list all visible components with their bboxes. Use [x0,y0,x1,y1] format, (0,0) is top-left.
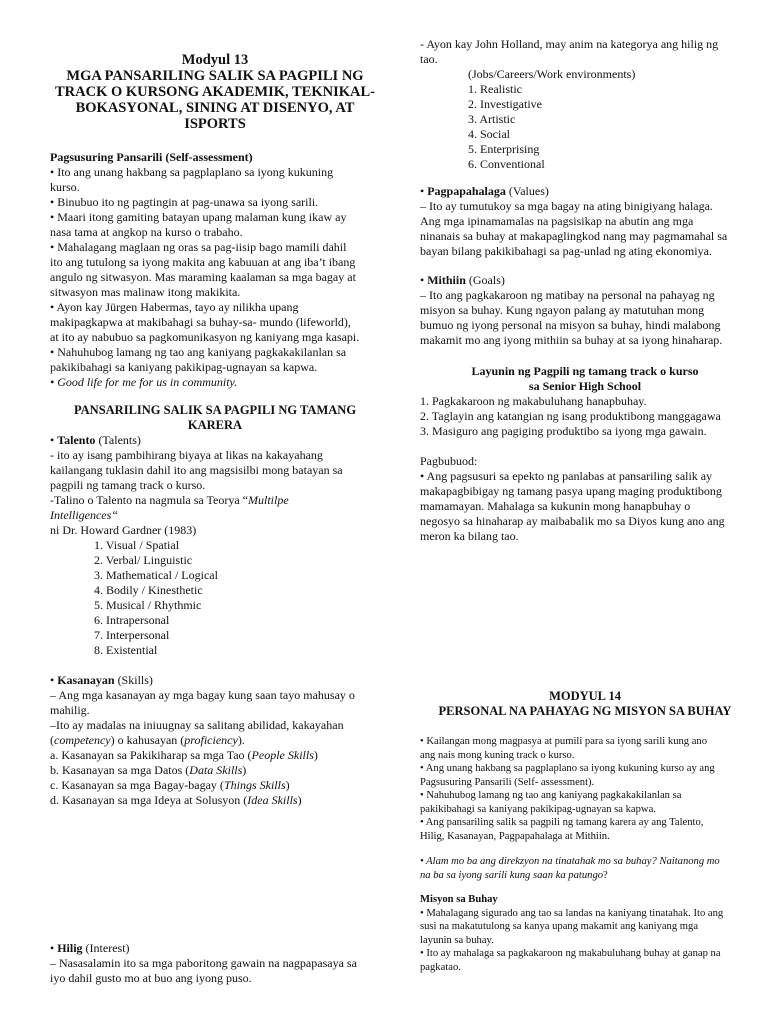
text-span: ) [297,793,302,807]
list-item: 4. Bodily / Kinesthetic [94,583,203,597]
text-line: ninanais sa buhay at makapaglingkod nang may pagmamahal sa [420,229,728,243]
text-line: layunin sa buhay. [420,934,494,946]
text-span: ) [242,763,247,777]
text-line: misyon sa buhay. Kung ngayon palang ay matutuhan mong [420,303,705,317]
text-line: nasa tama at angkop na kurso o trabaho. [50,225,243,239]
text-line: ito ang tutulong sa iyong makita ang kabuuan at ang iba’t ibang [50,255,356,269]
italic-line: • Alam mo ba ang direkzyon na tinatahak mo sa buhay? Naitanong mo [420,856,720,867]
text-line: • Ang pansariling salik sa pagpili ng tamang karera ay ang Talento, [420,817,704,828]
list-item: 2. Taglayin ang katangian ng isang produktibong manggagawa [420,409,721,423]
text-span: b. Kasanayan sa mga Datos ( [50,763,190,777]
intelligences-list [50,538,380,658]
list-item: 4. Social [468,127,510,141]
text-line: angulo ng sitwasyon. Mas maraming kaalaman sa mga bagay at [50,270,356,284]
text-line: ang nais mong kuning track o kurso. [420,749,575,761]
italic-line: Intelligences“ [50,508,118,522]
section-heading: Pagsusuring Pansarili (Self-assessment) [50,150,253,164]
kasanayan-section [50,673,380,808]
text-span: d. Kasanayan sa mga Ideya at Solusyon ( [50,793,248,807]
bullet: • [50,433,58,447]
modyul-title-line: TRACK O KURSONG AKADEMIK, TEKNIKAL- [55,84,375,100]
text-line: pagkatao. [420,961,461,973]
talento-label: Talento [57,433,96,447]
text-line: • Ang pagsusuri sa epekto ng panlabas at pansariling salik ay [420,469,713,483]
text-line: makamit mo ang iyong mithiin sa buhay at sa iyong hinaharap. [420,333,723,347]
misyon-section [420,893,750,974]
text-line: • Nahuhubog lamang ng tao ang kaniyang pagkakakilanlan sa [420,790,682,801]
text-line: - ito ay isang pambihirang biyaya at likas na kakayahang [50,448,323,462]
values-en: (Values) [505,184,549,198]
bullet: • [50,673,58,687]
text-line: kurso. [50,180,80,194]
modyul-number: MODYUL 14 [549,689,621,703]
italic-span: Idea Skills [247,793,298,807]
text-span: a. Kasanayan sa Pakikiharap sa mga Tao ( [50,748,252,762]
section-heading: Misyon sa Buhay [420,894,498,905]
section-heading: Layunin ng Pagpili ng tamang track o kurso [471,364,699,378]
text-line: makapagbibigay ng tamang pasya upang maging produktibong [420,484,722,498]
list-item: 7. Interpersonal [94,628,170,642]
hilig-en: (Interest) [82,941,130,955]
text-span: ? [603,869,608,881]
text-line: ni Dr. Howard Gardner (1983) [50,523,197,537]
text-line: – Ito ang pagkakaroon ng matibay na personal na pahayag ng [420,288,715,302]
list-item: 1. Visual / Spatial [94,538,180,552]
text-line: at ito ay nabubuo sa pagkomunikasyon ng kaniyang mga kasapi. [50,330,360,344]
kasanayan-label: Kasanayan [57,673,115,687]
modyul-13-header [50,52,380,132]
text-line: – Nasasalamin ito sa mga paboritong gawain na nagpapasaya sa [50,956,357,970]
layunin-section [420,364,750,439]
text-line: bayan bilang pakikibahagi sa pag-unlad ng ating ekonomiya. [420,244,712,258]
text-line: • Kailangan mong magpasya at pumili para sa iyong sarili kung ano [420,736,708,747]
italic-span: People Skills [251,748,314,762]
italic-span: competency [54,733,111,747]
list-item: 5. Enterprising [468,142,540,156]
text-span: ( [50,733,54,747]
modyul-14-header [420,689,750,719]
italic-span: proficiency [184,733,238,747]
text-line: • Mahalagang sigurado ang tao sa landas na kaniyang tinatahak. Ito ang [420,907,724,919]
text-line: negosyo sa hinaharap ay maibabalik mo sa Diyos kung ano ang [420,514,725,528]
modyul-title-line: MGA PANSARILING SALIK SA PAGPILI NG [66,68,364,84]
italic-span: Multilpe [247,493,289,507]
italic-span: Data Skills [189,763,243,777]
text-line: Ang mga ipinamamalas na pagsisikap na abutin ang mga [420,214,694,228]
list-item: 5. Musical / Rhythmic [94,598,202,612]
text-line: • Mahalagang maglaan ng oras sa pag-iisip bago mamili dahil [50,240,347,254]
goals-section [420,273,750,348]
section-heading: PANSARILING SALIK SA PAGPILI NG TAMANG [73,403,357,417]
text-line: – Ang mga kasanayan ay mga bagay kung saan tayo mahusay o [50,688,355,702]
list-item: 6. Intrapersonal [94,613,170,627]
modyul-title-line: ISPORTS [184,116,246,132]
text-line: - Ayon kay John Holland, may anim na kategorya ang hilig ng [420,37,719,51]
text-line: mahilig. [50,703,90,717]
text-span: ) [313,748,318,762]
section-label: Pagbubuod: [420,454,478,468]
text-line: iyo dahil gusto mo at buo ang iyong puso. [50,971,252,985]
italic-span: Things Skills [223,778,286,792]
list-item: 3. Artistic [468,112,516,126]
text-line: pagpili ng tamang track o kurso. [50,478,206,492]
text-line: • Nahuhubog lamang ng tao ang kaniyang pagkakakilanlan sa [50,345,347,359]
text-span: ). [237,733,245,747]
italic-span: na ba sa iyong sarili kung saan ka patungo [420,869,604,881]
hilig-section [50,941,380,986]
text-line: • Maari itong gamiting batayan upang malaman kung ikaw ay [50,210,347,224]
text-line: • Binubuo ito ng pagtingin at pag-unawa sa iyong sarili. [50,195,319,209]
pagbubuod-section [420,454,750,544]
holland-list [420,67,750,172]
text-line: sitwasyon mas malinaw itong makikita. [50,285,241,299]
talento-en: (Talents) [95,433,141,447]
bullet: • [420,184,428,198]
goals-en: (Goals) [465,273,505,287]
text-line: • Ayon kay Jürgen Habermas, tayo ay nilikha upang [50,300,299,314]
text-line: Hilig, Kasanayan, Pagpapahalaga at Mithiin. [420,830,610,842]
italic-line: • Good life for me for us in community. [50,375,238,389]
text-line: bumuo ng iyong personal na misyon sa buhay, hindi malabong [420,318,721,332]
text-line: – Ito ay tumutukoy sa mga bagay na ating binigiyang halaga. [420,199,713,213]
list-item: 2. Investigative [468,97,542,111]
text-line: –Ito ay madalas na iniuugnay sa salitang abilidad, kakayahan [50,718,344,732]
list-item: 2. Verbal/ Linguistic [94,553,193,567]
text-line: makipagkapwa at makibahagi sa buhay-sa- mundo (lifeworld), [50,315,351,329]
modyul-14-question [420,855,750,882]
values-section [420,184,750,259]
section-heading: sa Senior High School [528,379,642,393]
bullet: • [50,941,58,955]
text-span: c. Kasanayan sa mga Bagay-bagay ( [50,778,224,792]
text-line: pakikibahagi sa kaniyang pakikipag-ugnayan sa kapwa. [50,360,318,374]
text-line: mamamayan. Mahalaga sa kukunin mong hanapbuhay o [420,499,691,513]
modyul-title-line: BOKASYONAL, SINING AT DISENYO, AT [75,100,355,116]
modyul-number: Modyul 13 [181,52,249,68]
holland-section [420,37,750,172]
text-line: susi na makatutulong sa kanya upang makamit ang kaniyang mga [420,921,699,932]
text-span: ) [285,778,290,792]
list-item: 3. Mathematical / Logical [94,568,218,582]
section-heading: KARERA [187,418,243,432]
values-label: Pagpapahalaga [427,184,506,198]
list-item: 1. Pagkakaroon ng makabuluhang hanapbuhay. [420,394,647,408]
list-item: (Jobs/Careers/Work environments) [468,67,636,81]
text-line: Pagsusuring Pansarili (Self- assessment). [420,776,595,788]
bullet: • [420,273,428,287]
list-item: 3. Masiguro ang pagiging produktibo sa iyong mga gawain. [420,424,707,438]
text-line: kailangang tuklasin dahil ito ang magsisilbi mong batayan sa [50,463,343,477]
text-line: • Ang unang hakbang sa pagplaplano sa iyong kukuning kurso ay ang [420,763,715,774]
career-section [50,403,380,658]
text-span: ) o kahusayan ( [110,733,185,747]
kasanayan-en: (Skills) [114,673,153,687]
list-item: 6. Conventional [468,157,545,171]
list-item: 1. Realistic [468,82,522,96]
goals-label: Mithiin [427,273,466,287]
text-line: • Ito ay mahalaga sa pagkakaroon ng makabuluhang buhay at ganap na [420,948,721,959]
text-line: • Ito ang unang hakbang sa pagplaplano sa iyong kukuning [50,165,334,179]
modyul-title: PERSONAL NA PAHAYAG NG MISYON SA BUHAY [438,704,732,718]
modyul-14-body [420,735,750,843]
text-span: -Talino o Talento na nagmula sa Teorya “ [50,493,248,507]
self-assessment-section [50,150,380,390]
text-line: meron ka bilang tao. [420,529,519,543]
hilig-label: Hilig [57,941,83,955]
text-line: tao. [420,52,438,66]
text-line: pakikibahagi sa kaniyang pakikipag-ugnayan sa kapwa. [420,803,656,815]
list-item: 8. Existential [94,643,158,657]
